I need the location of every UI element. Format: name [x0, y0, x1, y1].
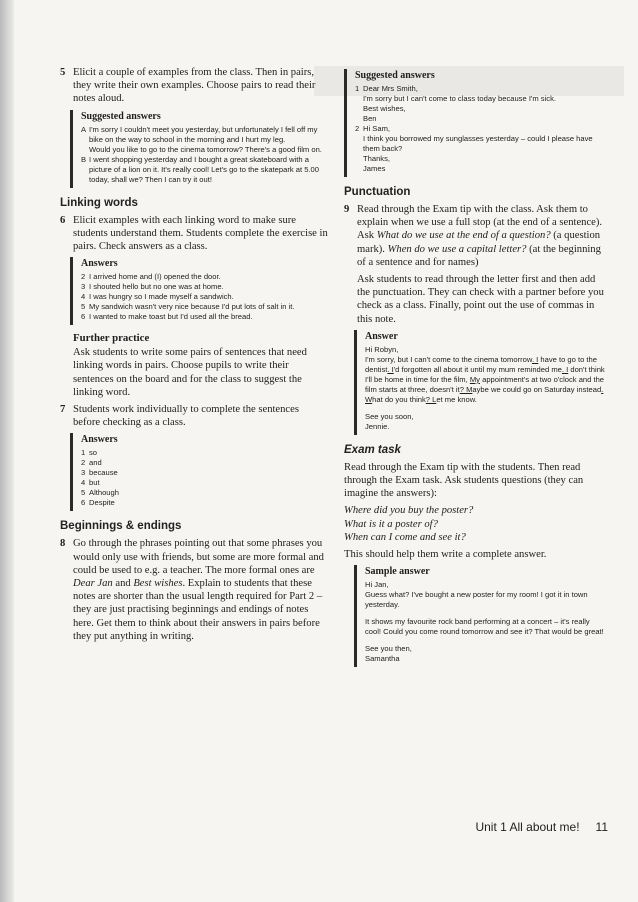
note-line: Ben — [363, 114, 377, 123]
beginnings-endings-heading: Beginnings & endings — [60, 520, 182, 533]
suggested-answers-list — [81, 125, 328, 185]
sample-answer-box: Sample answer Hi Jan, Guess what? I've bought a new poster for my room! I got it in town yesterday. It shows my favourite rock band performing at a concert – it's really cool! Could you come round tomorrow and see it? That would be great! See you then, Samantha — [354, 565, 606, 667]
punctuation-correction: ? L — [425, 394, 437, 404]
punctuation-correction: ? M — [459, 384, 473, 394]
answer-item-label: 2 — [81, 272, 86, 282]
step-9: 9 Read through the Exam tip with the class. Ask them to explain when we use a full stop (at the end of a sentence). Ask What do we use at the end of a question? (a question mark). When do we use a capital letter? (at the beginning of a sentence and for names) — [344, 204, 603, 268]
answer-item — [81, 292, 328, 302]
note-line: Thanks, — [363, 154, 391, 163]
answer-item-text: Would you like to go to the cinema tomorrow? There's a good film on. — [89, 144, 322, 154]
answer-box-letter: Answer Hi Robyn, I'm sorry, but I can't come to the cinema tomorrow. I have to go to the dentist. I'd forgotten all about it until my mum reminded me. I don't think I'll be home in time for the film, My appointment's at two o'clock and the film starts at three, doesn't it? Maybe we could go on Saturday instead. What do you think? Let me know. See you soon, Jennie. — [354, 330, 606, 435]
note-item — [355, 84, 606, 124]
sample-greeting: Hi Jan, — [365, 580, 389, 590]
exam-question: What is it a poster of? — [344, 518, 438, 530]
sample-signoff: See you then, — [365, 644, 412, 654]
letter-text: hat do you think — [372, 394, 426, 404]
answer-item-label: 1 — [81, 448, 86, 458]
answer-item-label: A — [81, 124, 87, 134]
answer-item — [81, 155, 328, 185]
punctuation-correction: My — [469, 374, 480, 384]
step-7: 7 Students work individually to complete the sentences before checking as a class. — [60, 404, 299, 429]
answer-item-text: I went shopping yesterday and I bought a great skateboard with a picture of a lion on it. It's really cool! Let's go to the skatepark at 5.00 today, shall we? Then I can try it out! — [89, 154, 319, 184]
suggested-notes-list — [355, 84, 606, 174]
answer-item — [81, 125, 328, 145]
answer-item — [81, 282, 328, 292]
left-column — [60, 66, 328, 647]
step-5: 5 Elicit a couple of examples from the class. Then in pairs, they write their own examples. Choose pairs to read their notes aloud. — [60, 67, 316, 105]
sample-name: Samantha — [365, 654, 400, 664]
answer-item — [81, 448, 328, 458]
linking-words-heading: Linking words — [60, 196, 138, 209]
step-8: 8 Go through the phrases pointing out that some phrases you would only use with friends, but some are more formal and could be used to e.g. a teacher. The more formal ones are Dear Jan and Best wishes. Explain to students that these notes are shorter than the usual length required for Part 2 – they are just practising beginnings and endings of notes here. Get them to think about their answers in pairs before they put anything in writing. — [60, 538, 324, 642]
answer-item-label: 5 — [81, 488, 86, 498]
answer-item — [81, 272, 328, 282]
exam-task-heading: Exam task — [344, 443, 401, 456]
note-line: Hi Sam, — [363, 124, 391, 133]
note-line: Best wishes, — [363, 104, 406, 113]
exam-questions — [344, 504, 606, 544]
answers-list — [81, 272, 328, 322]
note-item-text — [363, 124, 606, 174]
note-item-text — [363, 84, 606, 124]
answer-item-label: 4 — [81, 478, 86, 488]
answer-item-label: B — [81, 154, 87, 164]
letter-name: Jennie. — [365, 421, 390, 431]
letter-text: have to go to the dentist — [365, 354, 597, 374]
suggested-answers-box-2: Suggested answers 1 Dear Mrs Smith, I'm sorry but I can't come to class today because I'm sick. Best wishes, Ben 2 Hi Sam, I think you borrowed my sunglasses yesterday – could I please have them back? Thanks, James — [344, 69, 606, 177]
letter-greeting: Hi Robyn, — [365, 344, 399, 354]
right-column — [344, 66, 606, 674]
answer-item-label: 6 — [81, 498, 86, 508]
answer-item-label: 2 — [81, 458, 86, 468]
letter-text: don't think I'll be home in time for the film, — [365, 364, 605, 384]
answer-item-text: My sandwich wasn't very nice because I'd put lots of salt in it. — [89, 302, 295, 312]
answer-item-label: 3 — [81, 468, 86, 478]
answers-list — [81, 448, 328, 508]
punctuation-correction: . I — [387, 364, 394, 374]
letter-body — [365, 355, 606, 405]
exam-question: Where did you buy the poster? — [344, 505, 474, 517]
answer-item-text: I'm sorry I couldn't meet you yesterday, but unfortunately I fell off my bike on the way to school in the morning and I hurt my leg. — [89, 124, 318, 144]
suggested-answers-box-1: Suggested answers A I'm sorry I couldn't meet you yesterday, but unfortunately I fell off my bike on the way to school in the morning and I hurt my leg. Would you like to go to the cinema tomorrow? There's a good film on. B I went shopping yesterday and I bought a great skateboard with a picture of a lion on it. It's really cool! Let's go to the skatepark at 5.00 today, shall we? Then I can try it out! — [70, 110, 328, 188]
answer-item — [81, 498, 328, 508]
answer-item-text: because — [89, 468, 118, 478]
answer-item-text: Despite — [89, 498, 115, 508]
unit-title: Unit 1 All about me! — [475, 820, 580, 834]
punctuation-correction: . I — [531, 354, 539, 364]
further-practice-heading: Further practice — [73, 332, 150, 345]
page-binding-shadow — [0, 0, 14, 902]
answer-item — [81, 488, 328, 498]
answer-item — [81, 145, 328, 155]
note-line: I think you borrowed my sunglasses yesterday – could I please have them back? — [363, 134, 593, 153]
letter-text: I'm sorry, but I can't come to the cinema tomorrow — [365, 354, 532, 364]
exam-question: When can I come and see it? — [344, 531, 466, 543]
answer-item-text: I was hungry so I made myself a sandwich. — [89, 292, 234, 302]
note-item-label: 1 — [355, 84, 360, 93]
answers-box-linking: Answers 2 I arrived home and (I) opened the door. 3 I shouted hello but no one was at home. 4 I was hungry so I made myself a sandwich. 5 My sandwich wasn't very nice because I'd put lots of salt in it. 6 I wanted to make toast but I'd used all the bread. — [70, 257, 328, 325]
answers-box-sentences: Answers 1 so 2 and 3 because 4 but 5 Although 6 Despite — [70, 433, 328, 511]
letter-signoff: See you soon, — [365, 411, 414, 421]
answer-item — [81, 458, 328, 468]
answer-item-text: I wanted to make toast but I'd used all the bread. — [89, 312, 253, 322]
letter-text: 'd forgotten all about it until my mum reminded me — [393, 364, 562, 374]
answer-item-label: 4 — [81, 292, 86, 302]
note-item — [355, 124, 606, 174]
punctuation-paragraph: Ask students to read through the letter first and then add the punctuation. They can check with a partner before you check as a class. Finally, point out the use of commas in this note. — [357, 274, 604, 325]
punctuation-correction: . W — [365, 384, 604, 404]
answer-item-label: 6 — [81, 312, 86, 322]
page-footer — [458, 820, 608, 834]
step-6: 6 Elicit examples with each linking word to make sure students understand them. Students complete the exercise in pairs. Check answers as a class. — [60, 214, 328, 253]
answer-item-label: 5 — [81, 302, 86, 312]
punctuation-correction: . I — [561, 364, 569, 374]
answer-item-text: I arrived home and (I) opened the door. — [89, 272, 221, 282]
letter-text: appointment's at two o'clock and the film starts at three, doesn't it — [365, 374, 605, 394]
further-practice-text: Ask students to write some pairs of sentences that need linking words in pairs. Choose pupils to write their sentences on the board and for the class to suggest the linking word. — [73, 347, 307, 398]
page-number: 11 — [595, 820, 608, 834]
note-line: I'm sorry but I can't come to class today because I'm sick. — [363, 94, 556, 103]
note-line: James — [363, 164, 386, 173]
answer-item — [81, 302, 328, 312]
sample-paragraph-1: Guess what? I've bought a new poster for my room! I got it in town yesterday. — [365, 590, 588, 610]
exam-task-intro: Read through the Exam tip with the students. Then read through the Exam task. Ask students questions (they can imagine the answers): — [344, 461, 584, 500]
sample-paragraph-2: It shows my favourite rock band performing at a concert – it's really cool! Could you come round tomorrow and see it? That would be great! — [365, 617, 604, 637]
answer-item — [81, 312, 328, 322]
answer-item-text: I shouted hello but no one was at home. — [89, 282, 224, 292]
answer-item-text: so — [89, 448, 98, 458]
answer-item-label — [81, 145, 89, 155]
punctuation-heading: Punctuation — [344, 186, 411, 198]
answer-item-text: Although — [89, 488, 119, 498]
letter-text: et me know. — [436, 394, 477, 404]
answer-item-label: 3 — [81, 282, 86, 292]
letter-text: aybe we could go on Saturday instead — [472, 384, 602, 394]
answer-item-text: and — [89, 458, 102, 468]
answer-item — [81, 468, 328, 478]
answer-item-text: but — [89, 478, 100, 488]
note-item-label: 2 — [355, 124, 360, 133]
exam-task-after: This should help them write a complete answer. — [344, 549, 547, 561]
answer-item — [81, 478, 328, 488]
note-line: Dear Mrs Smith, — [363, 84, 418, 93]
